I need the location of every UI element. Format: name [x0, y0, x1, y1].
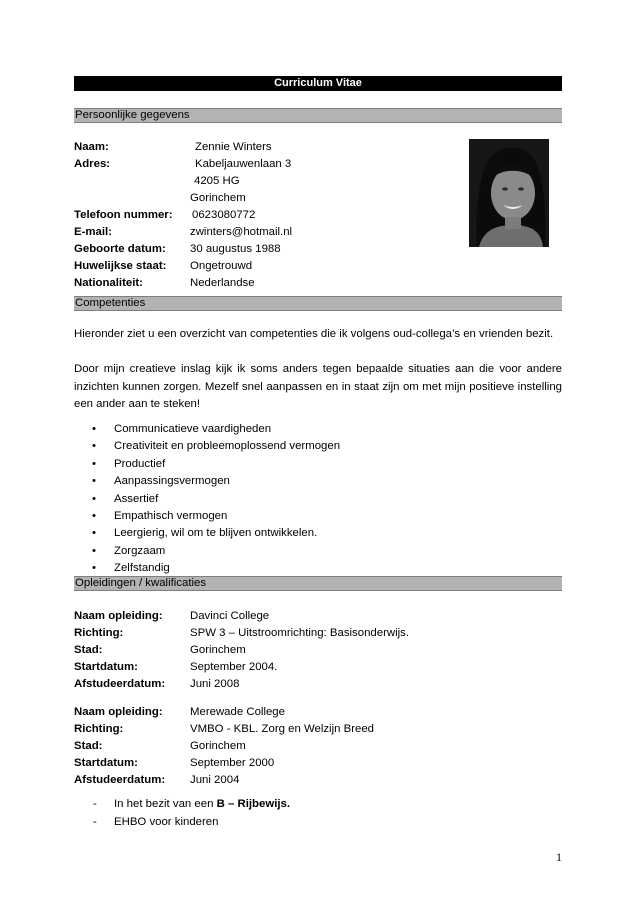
personal-value: 0623080772 [192, 209, 256, 221]
personal-value: Kabeljauwenlaan 3 [195, 158, 292, 170]
personal-label: Nationaliteit: [74, 277, 143, 289]
education-value: Juni 2008 [190, 678, 240, 690]
competences-list [74, 421, 340, 578]
competences-intro-1: Hieronder ziet u een overzicht van competenties die ik volgens oud-collega’s en vrienden bezit. [74, 328, 554, 340]
education-value: Gorinchem [190, 644, 246, 656]
education-value: Gorinchem [190, 740, 246, 752]
personal-value: Nederlandse [190, 277, 255, 289]
portrait-image [469, 139, 549, 247]
competence-text: Productief [114, 457, 166, 470]
dash-icon: - [93, 798, 97, 810]
personal-label: Geboorte datum: [74, 243, 166, 255]
education-label: Stad: [74, 740, 103, 752]
education-label: Afstudeerdatum: [74, 678, 166, 690]
competence-text: Creativiteit en probleemoplossend vermogen [114, 440, 341, 453]
competence-text: Assertief [114, 492, 159, 505]
education-label: Richting: [74, 627, 124, 639]
education-value: Davinci College [190, 610, 270, 622]
education-value: Juni 2004 [190, 774, 240, 786]
bullet-icon: • [92, 457, 96, 470]
education-label: Richting: [74, 723, 124, 735]
bullet-icon: • [92, 440, 96, 453]
bullet-icon: • [92, 423, 96, 435]
extra-text: In het bezit van een [114, 798, 217, 810]
extra-bold-text: B – Rijbewijs. [216, 798, 291, 810]
bullet-icon: • [92, 492, 96, 505]
education-label: Startdatum: [74, 661, 138, 673]
list-item [74, 525, 340, 542]
extras-list [74, 796, 290, 831]
personal-value: zwinters@hotmail.nl [190, 226, 293, 238]
personal-value: 4205 HG [194, 175, 240, 187]
education-value: September 2000 [190, 757, 275, 769]
bullet-icon: • [92, 527, 96, 540]
dash-icon: - [93, 815, 97, 828]
personal-value: Ongetrouwd [190, 260, 253, 272]
education-label: Naam opleiding: [74, 610, 163, 622]
competence-text: Empathisch vermogen [114, 509, 228, 522]
competence-text: Zorgzaam [114, 544, 166, 557]
bullet-icon: • [92, 509, 96, 522]
personal-label: Adres: [74, 158, 111, 170]
list-item [74, 508, 340, 525]
personal-value: 30 augustus 1988 [190, 243, 281, 255]
list-item [74, 438, 340, 455]
education-label: Afstudeerdatum: [74, 774, 166, 786]
document-title: Curriculum Vitae [74, 76, 562, 91]
section-education-title: Opleidingen / kwalificaties [74, 576, 562, 591]
personal-value: Gorinchem [190, 192, 246, 204]
competence-text: Leergierig, wil om te blijven ontwikkelen. [114, 527, 318, 540]
list-item [74, 543, 340, 560]
education-value: Merewade College [190, 706, 285, 718]
education-value: September 2004. [190, 661, 278, 673]
profile-photo [469, 139, 549, 247]
list-item [74, 814, 290, 832]
education-label: Startdatum: [74, 757, 138, 769]
competence-text: Communicatieve vaardigheden [114, 423, 272, 435]
list-item [74, 456, 340, 473]
bullet-icon: • [92, 475, 96, 488]
personal-label: Naam: [74, 141, 109, 153]
personal-label: Huwelijkse staat: [74, 260, 167, 272]
education-label: Naam opleiding: [74, 706, 163, 718]
list-item [74, 491, 340, 508]
competence-text: Aanpassingsvermogen [114, 475, 230, 488]
competences-intro-2: Door mijn creatieve inslag kijk ik soms anders tegen bepaalde situaties aan die voor andere inzichten kunnen zorgen. Mezelf snel aanpassen en in staat zijn om met mijn positieve instelling een ander aan te steken! [74, 363, 562, 411]
personal-label: E-mail: [74, 226, 112, 238]
list-item [74, 421, 340, 438]
education-label: Stad: [74, 644, 103, 656]
bullet-icon: • [92, 562, 96, 575]
competence-text: Zelfstandig [114, 562, 170, 575]
list-item [74, 796, 290, 814]
extra-text: EHBO voor kinderen [114, 815, 219, 828]
section-competences-title: Competenties [74, 296, 562, 311]
education-value: SPW 3 – Uitstroomrichting: Basisonderwijs. [190, 627, 410, 639]
section-personal-title: Persoonlijke gegevens [74, 108, 562, 123]
list-item [74, 560, 340, 577]
personal-label: Telefoon nummer: [74, 209, 173, 221]
personal-value: Zennie Winters [195, 141, 272, 153]
page-number: 1 [556, 850, 562, 864]
education-value: VMBO - KBL. Zorg en Welzijn Breed [190, 723, 375, 735]
list-item [74, 473, 340, 490]
bullet-icon: • [92, 544, 96, 557]
